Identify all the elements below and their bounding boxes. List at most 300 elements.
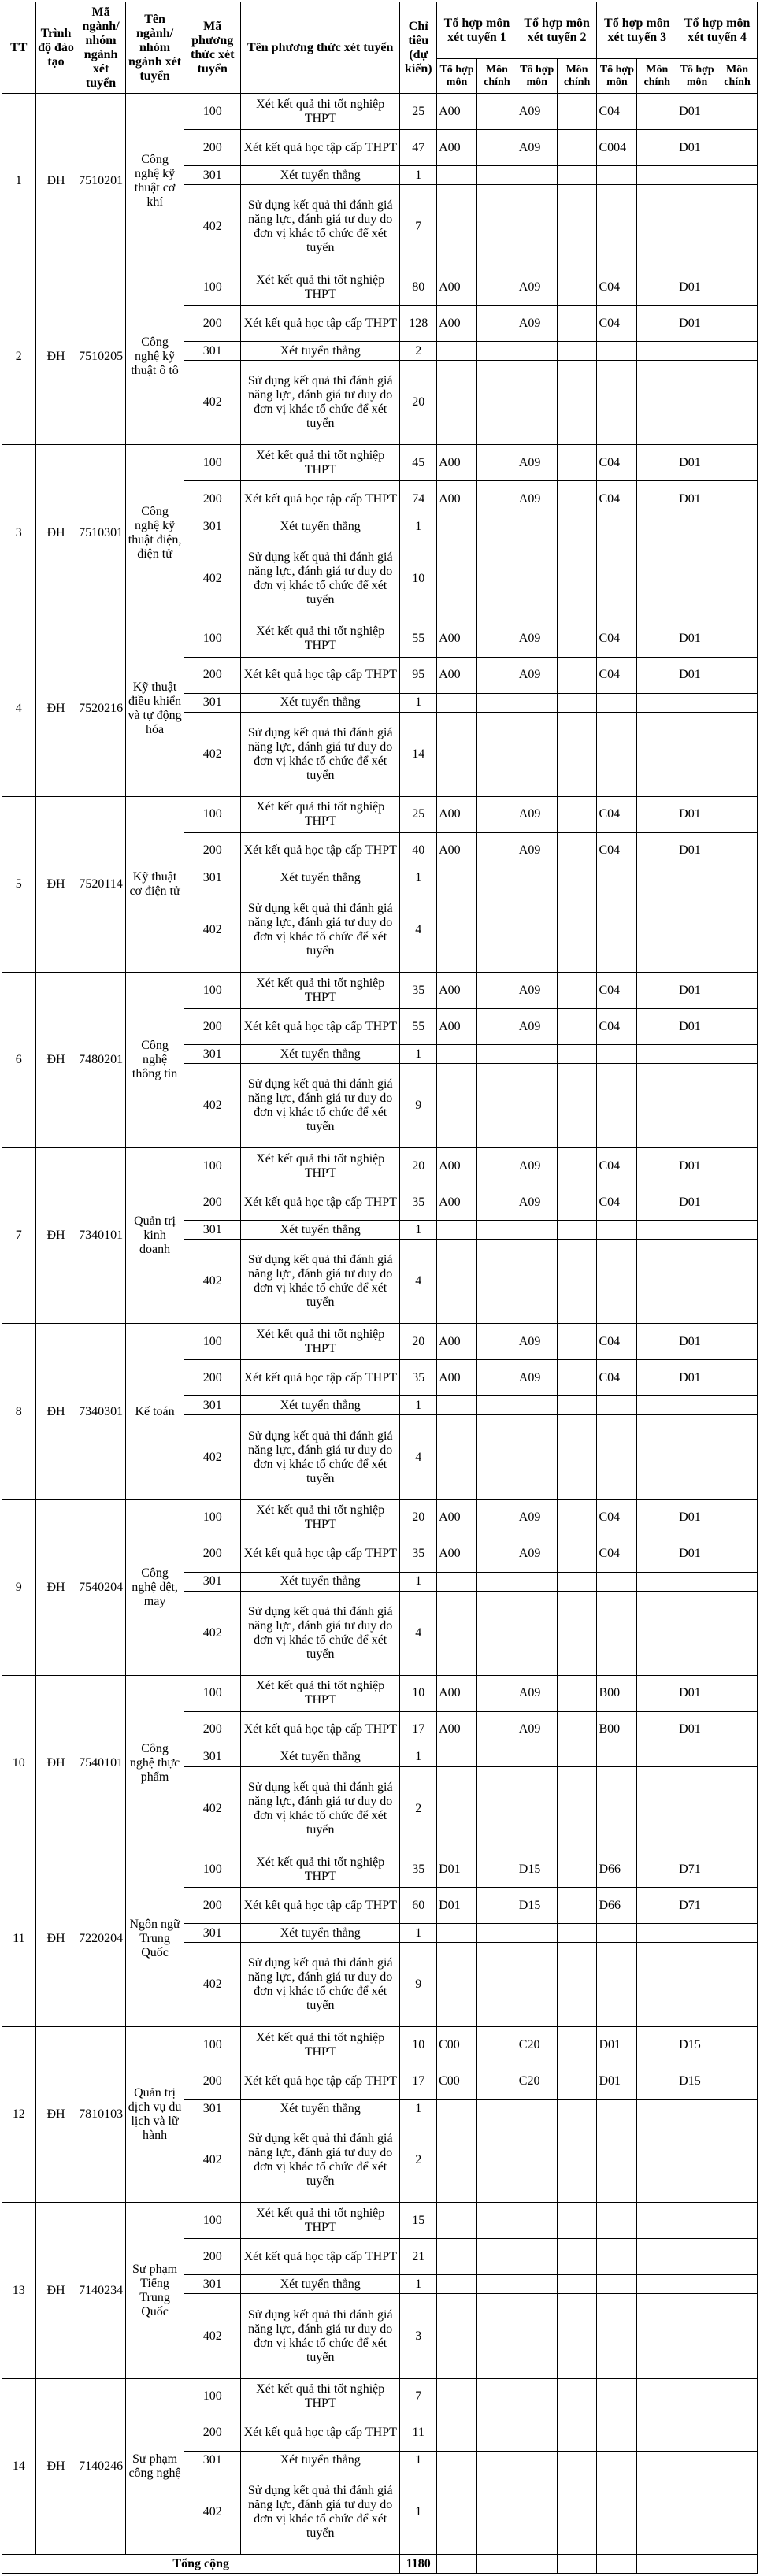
combo-3-code	[597, 693, 637, 712]
combo-4-main	[717, 973, 758, 1009]
combo-4-main	[717, 1064, 758, 1148]
program-level: ĐH	[35, 1499, 76, 1675]
combo-3-main	[637, 1240, 677, 1324]
program-code: 7340301	[76, 1324, 125, 1499]
method-name: Xét kết quả thi tốt nghiệp THPT	[241, 796, 400, 832]
method-code: 402	[184, 2470, 241, 2554]
method-name: Xét tuyển thẳng	[241, 166, 400, 185]
combo-4-code: D01	[677, 1360, 717, 1396]
combo-3-code	[597, 517, 637, 536]
combo-4-code: D01	[677, 796, 717, 832]
combo-4-main	[717, 2118, 758, 2203]
combo-3-code: D66	[597, 1851, 637, 1888]
header-quota: Chỉ tiêu (dự kiến)	[400, 2, 437, 94]
subheader-combo: Tổ hợp môn	[517, 59, 557, 94]
quota-value: 7	[400, 185, 437, 269]
combo-1-main	[476, 269, 517, 306]
combo-4-code	[677, 361, 717, 445]
combo-1-main	[476, 306, 517, 342]
combo-2-code	[517, 166, 557, 185]
method-name: Sử dụng kết quả thi đánh giá năng lực, đánh giá tư duy do đơn vị khác tổ chức để xét tuyển	[241, 2470, 400, 2554]
combo-4-code: D01	[677, 1009, 717, 1045]
method-code: 100	[184, 1499, 241, 1536]
combo-4-main	[717, 306, 758, 342]
method-code: 301	[184, 517, 241, 536]
combo-1-code	[437, 2239, 477, 2275]
method-name: Sử dụng kết quả thi đánh giá năng lực, đánh giá tư duy do đơn vị khác tổ chức để xét tuyển	[241, 361, 400, 445]
program-level: ĐH	[35, 1851, 76, 2027]
combo-2-main	[557, 1888, 597, 1924]
combo-3-code	[597, 1943, 637, 2027]
combo-1-main	[476, 2470, 517, 2554]
quota-value: 2	[400, 2118, 437, 2203]
method-code: 301	[184, 1045, 241, 1064]
method-name: Xét tuyển thẳng	[241, 517, 400, 536]
quota-value: 80	[400, 269, 437, 306]
combo-1-code	[437, 2470, 477, 2554]
combo-3-code	[597, 888, 637, 972]
combo-1-main	[476, 1009, 517, 1045]
method-code: 301	[184, 2451, 241, 2470]
combo-4-code	[677, 2415, 717, 2451]
combo-4-code	[677, 2203, 717, 2239]
combo-1-code: D01	[437, 1851, 477, 1888]
combo-4-code	[677, 2239, 717, 2275]
combo-2-main	[557, 1748, 597, 1766]
combo-3-code	[597, 2294, 637, 2378]
method-code: 402	[184, 1943, 241, 2027]
method-code: 301	[184, 1572, 241, 1591]
combo-1-code	[437, 342, 477, 361]
method-name: Xét kết quả học tập cấp THPT	[241, 2063, 400, 2100]
method-code: 200	[184, 657, 241, 693]
combo-3-code: C04	[597, 1536, 637, 1572]
combo-3-code: B00	[597, 1675, 637, 1711]
combo-3-main	[637, 2239, 677, 2275]
combo-2-code: D15	[517, 1888, 557, 1924]
combo-3-main	[637, 1396, 677, 1415]
method-name: Sử dụng kết quả thi đánh giá năng lực, đánh giá tư duy do đơn vị khác tổ chức để xét tuyển	[241, 185, 400, 269]
combo-3-code	[597, 869, 637, 888]
program-name: Quản trị kinh doanh	[125, 1148, 184, 1324]
combo-3-main	[637, 517, 677, 536]
combo-4-main	[717, 1591, 758, 1675]
method-code: 200	[184, 1360, 241, 1396]
combo-3-code	[597, 1572, 637, 1591]
program-code: 7480201	[76, 973, 125, 1148]
combo-3-main	[637, 888, 677, 972]
combo-2-code: A09	[517, 1536, 557, 1572]
program-tt: 6	[2, 973, 36, 1148]
combo-3-code	[597, 361, 637, 445]
combo-4-main	[717, 94, 758, 130]
program-code: 7510201	[76, 94, 125, 269]
quota-value: 14	[400, 712, 437, 796]
combo-2-code	[517, 2100, 557, 2118]
program-level: ĐH	[35, 796, 76, 972]
combo-2-main	[557, 2118, 597, 2203]
combo-4-code: D01	[677, 1675, 717, 1711]
combo-2-main	[557, 1924, 597, 1943]
combo-4-main	[717, 185, 758, 269]
table-row	[2, 1324, 758, 1360]
combo-1-main	[476, 2294, 517, 2378]
combo-4-code: D01	[677, 973, 717, 1009]
combo-4-main	[717, 2415, 758, 2451]
combo-4-code	[677, 517, 717, 536]
program-level: ĐH	[35, 1324, 76, 1499]
combo-4-main	[717, 536, 758, 621]
combo-3-code	[597, 2378, 637, 2415]
combo-1-main	[476, 888, 517, 972]
combo-4-main	[717, 869, 758, 888]
subheader-main: Môn chính	[637, 59, 677, 94]
combo-4-code	[677, 2470, 717, 2554]
combo-3-code	[597, 166, 637, 185]
combo-3-main	[637, 1045, 677, 1064]
combo-3-main	[637, 445, 677, 481]
combo-3-code	[597, 1396, 637, 1415]
combo-3-main	[637, 1064, 677, 1148]
combo-4-code	[677, 2100, 717, 2118]
combo-1-main	[476, 869, 517, 888]
program-tt: 4	[2, 621, 36, 796]
combo-4-main	[717, 712, 758, 796]
subheader-combo: Tổ hợp môn	[597, 59, 637, 94]
combo-4-code	[677, 1064, 717, 1148]
combo-4-main	[717, 1499, 758, 1536]
method-name: Xét tuyển thẳng	[241, 2451, 400, 2470]
method-code: 200	[184, 130, 241, 166]
combo-1-main	[476, 130, 517, 166]
combo-4-code	[677, 1396, 717, 1415]
program-code: 7520216	[76, 621, 125, 796]
header-combo-1: Tổ hợp môn xét tuyển 1	[437, 2, 517, 59]
combo-3-code	[597, 1045, 637, 1064]
combo-1-code	[437, 517, 477, 536]
combo-1-main	[476, 1888, 517, 1924]
combo-1-code: A00	[437, 130, 477, 166]
combo-2-code	[517, 2470, 557, 2554]
program-tt: 3	[2, 445, 36, 621]
combo-3-code: C004	[597, 130, 637, 166]
program-level: ĐH	[35, 1675, 76, 1851]
method-name: Xét tuyển thẳng	[241, 1045, 400, 1064]
table-row	[2, 796, 758, 832]
quota-value: 1	[400, 2100, 437, 2118]
combo-3-code	[597, 342, 637, 361]
combo-4-code	[677, 185, 717, 269]
method-code: 301	[184, 342, 241, 361]
combo-4-code	[677, 712, 717, 796]
method-name: Xét tuyển thẳng	[241, 1572, 400, 1591]
program-tt: 13	[2, 2203, 36, 2378]
combo-2-code	[517, 1924, 557, 1943]
combo-1-code: D01	[437, 1888, 477, 1924]
combo-2-main	[557, 2415, 597, 2451]
combo-3-main	[637, 1572, 677, 1591]
program-code: 7340101	[76, 1148, 125, 1324]
method-name: Xét kết quả học tập cấp THPT	[241, 481, 400, 517]
combo-4-main	[717, 1536, 758, 1572]
combo-2-main	[557, 973, 597, 1009]
combo-2-main	[557, 2470, 597, 2554]
program-name: Ngôn ngữ Trung Quốc	[125, 1851, 184, 2027]
method-name: Sử dụng kết quả thi đánh giá năng lực, đánh giá tư duy do đơn vị khác tổ chức để xét tuyển	[241, 1766, 400, 1851]
combo-1-code: C00	[437, 2063, 477, 2100]
method-code: 402	[184, 2294, 241, 2378]
combo-3-main	[637, 481, 677, 517]
program-level: ĐH	[35, 2378, 76, 2554]
combo-1-code	[437, 1591, 477, 1675]
method-name: Xét kết quả thi tốt nghiệp THPT	[241, 445, 400, 481]
combo-1-code	[437, 2275, 477, 2294]
program-level: ĐH	[35, 973, 76, 1148]
program-tt: 1	[2, 94, 36, 269]
combo-3-main	[637, 2027, 677, 2063]
method-name: Sử dụng kết quả thi đánh giá năng lực, đánh giá tư duy do đơn vị khác tổ chức để xét tuyển	[241, 1943, 400, 2027]
combo-3-main	[637, 796, 677, 832]
combo-3-code	[597, 2239, 637, 2275]
combo-2-main	[557, 1499, 597, 1536]
method-name: Xét kết quả học tập cấp THPT	[241, 1711, 400, 1748]
total-value: 1180	[400, 2555, 437, 2574]
method-code: 100	[184, 94, 241, 130]
header-name: Tên ngành/ nhóm ngành xét tuyển	[125, 2, 184, 94]
combo-4-code	[677, 342, 717, 361]
combo-1-code: A00	[437, 1536, 477, 1572]
combo-1-code	[437, 1415, 477, 1499]
combo-2-code	[517, 1396, 557, 1415]
table-row	[2, 973, 758, 1009]
combo-4-main	[717, 1766, 758, 1851]
quota-value: 1	[400, 869, 437, 888]
combo-3-main	[637, 1221, 677, 1240]
combo-2-code	[517, 185, 557, 269]
program-code: 7510301	[76, 445, 125, 621]
combo-3-main	[637, 973, 677, 1009]
method-code: 100	[184, 796, 241, 832]
combo-2-main	[557, 269, 597, 306]
combo-3-main	[637, 1499, 677, 1536]
quota-value: 10	[400, 2027, 437, 2063]
combo-3-main	[637, 166, 677, 185]
combo-2-code	[517, 888, 557, 972]
combo-4-code	[677, 888, 717, 972]
quota-value: 10	[400, 536, 437, 621]
method-name: Sử dụng kết quả thi đánh giá năng lực, đánh giá tư duy do đơn vị khác tổ chức để xét tuyển	[241, 712, 400, 796]
method-code: 200	[184, 2063, 241, 2100]
quota-value: 1	[400, 2470, 437, 2554]
combo-3-code: D66	[597, 1888, 637, 1924]
quota-value: 1	[400, 166, 437, 185]
combo-3-main	[637, 2470, 677, 2554]
combo-3-main	[637, 693, 677, 712]
combo-3-main	[637, 621, 677, 657]
combo-3-code: C04	[597, 1009, 637, 1045]
combo-1-code: A00	[437, 1184, 477, 1221]
method-name: Xét tuyển thẳng	[241, 1396, 400, 1415]
combo-4-code: D71	[677, 1888, 717, 1924]
combo-2-code: D15	[517, 1851, 557, 1888]
combo-3-code	[597, 712, 637, 796]
combo-1-main	[476, 2118, 517, 2203]
combo-2-code: A09	[517, 796, 557, 832]
combo-4-main	[717, 342, 758, 361]
combo-2-main	[557, 2239, 597, 2275]
combo-2-code	[517, 517, 557, 536]
total-label: Tổng cộng	[2, 2555, 400, 2574]
combo-4-main	[717, 166, 758, 185]
combo-3-main	[637, 1536, 677, 1572]
combo-3-code: C04	[597, 94, 637, 130]
quota-value: 17	[400, 1711, 437, 1748]
program-code: 7510205	[76, 269, 125, 445]
method-code: 402	[184, 1766, 241, 1851]
combo-2-code	[517, 2451, 557, 2470]
combo-2-main	[557, 2203, 597, 2239]
combo-4-main	[717, 888, 758, 972]
combo-3-main	[637, 2203, 677, 2239]
combo-4-main	[717, 693, 758, 712]
combo-4-code	[677, 2378, 717, 2415]
combo-1-code	[437, 712, 477, 796]
method-name: Xét kết quả thi tốt nghiệp THPT	[241, 1675, 400, 1711]
method-code: 100	[184, 1148, 241, 1184]
combo-4-code	[677, 1591, 717, 1675]
combo-4-main	[717, 1943, 758, 2027]
quota-value: 45	[400, 445, 437, 481]
combo-3-code: C04	[597, 306, 637, 342]
combo-2-code	[517, 2378, 557, 2415]
method-code: 100	[184, 621, 241, 657]
combo-1-main	[476, 1711, 517, 1748]
combo-1-main	[476, 1221, 517, 1240]
combo-1-main	[476, 1766, 517, 1851]
header-combo-4: Tổ hợp môn xét tuyển 4	[677, 2, 758, 59]
quota-value: 4	[400, 1240, 437, 1324]
combo-3-main	[637, 94, 677, 130]
combo-3-main	[637, 1851, 677, 1888]
method-code: 301	[184, 1924, 241, 1943]
combo-2-main	[557, 1415, 597, 1499]
combo-1-code	[437, 2100, 477, 2118]
combo-2-main	[557, 1766, 597, 1851]
combo-2-main	[557, 1572, 597, 1591]
program-level: ĐH	[35, 94, 76, 269]
quota-value: 2	[400, 342, 437, 361]
quota-value: 7	[400, 2378, 437, 2415]
combo-2-main	[557, 888, 597, 972]
program-name: Quản trị dịch vụ du lịch và lữ hành	[125, 2027, 184, 2203]
combo-1-main	[476, 1572, 517, 1591]
combo-3-main	[637, 1943, 677, 2027]
table-row	[2, 1675, 758, 1711]
table-row	[2, 1851, 758, 1888]
combo-1-main	[476, 2275, 517, 2294]
combo-2-main	[557, 1045, 597, 1064]
combo-1-code	[437, 1045, 477, 1064]
combo-2-code	[517, 1766, 557, 1851]
combo-1-code: A00	[437, 1148, 477, 1184]
combo-2-code	[517, 1240, 557, 1324]
method-name: Xét kết quả thi tốt nghiệp THPT	[241, 94, 400, 130]
combo-4-main	[717, 1748, 758, 1766]
combo-2-main	[557, 1009, 597, 1045]
combo-2-code: A09	[517, 445, 557, 481]
method-code: 200	[184, 1711, 241, 1748]
combo-4-main	[717, 445, 758, 481]
program-code: 7140246	[76, 2378, 125, 2554]
combo-3-code: B00	[597, 1711, 637, 1748]
combo-1-main	[476, 1324, 517, 1360]
method-code: 301	[184, 693, 241, 712]
quota-value: 21	[400, 2239, 437, 2275]
combo-1-code: A00	[437, 1499, 477, 1536]
combo-3-main	[637, 306, 677, 342]
combo-1-main	[476, 1851, 517, 1888]
combo-3-code	[597, 2275, 637, 2294]
combo-2-main	[557, 481, 597, 517]
combo-4-code	[677, 2275, 717, 2294]
quota-value: 35	[400, 1851, 437, 1888]
combo-4-main	[717, 1572, 758, 1591]
combo-4-code: D01	[677, 306, 717, 342]
combo-4-main	[717, 1924, 758, 1943]
combo-4-code	[677, 1748, 717, 1766]
program-level: ĐH	[35, 1148, 76, 1324]
combo-2-code: A09	[517, 1360, 557, 1396]
combo-3-main	[637, 342, 677, 361]
method-name: Sử dụng kết quả thi đánh giá năng lực, đánh giá tư duy do đơn vị khác tổ chức để xét tuyển	[241, 1240, 400, 1324]
combo-2-code: A09	[517, 1499, 557, 1536]
combo-1-code: A00	[437, 796, 477, 832]
combo-1-main	[476, 1148, 517, 1184]
combo-2-main	[557, 1148, 597, 1184]
program-name: Công nghệ thực phẩm	[125, 1675, 184, 1851]
method-name: Sử dụng kết quả thi đánh giá năng lực, đánh giá tư duy do đơn vị khác tổ chức để xét tuyển	[241, 536, 400, 621]
combo-2-code	[517, 2275, 557, 2294]
combo-2-code	[517, 869, 557, 888]
combo-3-main	[637, 1748, 677, 1766]
combo-1-code	[437, 869, 477, 888]
quota-value: 1	[400, 517, 437, 536]
combo-4-code	[677, 2118, 717, 2203]
combo-1-main	[476, 2239, 517, 2275]
combo-1-code	[437, 536, 477, 621]
program-name: Sư phạm công nghệ	[125, 2378, 184, 2554]
combo-3-main	[637, 2451, 677, 2470]
table-row	[2, 1499, 758, 1536]
combo-4-main	[717, 2063, 758, 2100]
combo-2-code: A09	[517, 1148, 557, 1184]
combo-3-code: D01	[597, 2027, 637, 2063]
combo-3-code: C04	[597, 796, 637, 832]
subheader-combo: Tổ hợp môn	[437, 59, 477, 94]
combo-2-code	[517, 361, 557, 445]
method-name: Xét tuyển thẳng	[241, 2100, 400, 2118]
method-code: 200	[184, 1009, 241, 1045]
method-code: 100	[184, 2027, 241, 2063]
quota-value: 20	[400, 1324, 437, 1360]
quota-value: 55	[400, 1009, 437, 1045]
combo-4-code: D01	[677, 1324, 717, 1360]
header-code: Mã ngành/ nhóm ngành xét tuyển	[76, 2, 125, 94]
method-code: 402	[184, 536, 241, 621]
quota-value: 9	[400, 1064, 437, 1148]
method-code: 402	[184, 185, 241, 269]
combo-2-main	[557, 657, 597, 693]
